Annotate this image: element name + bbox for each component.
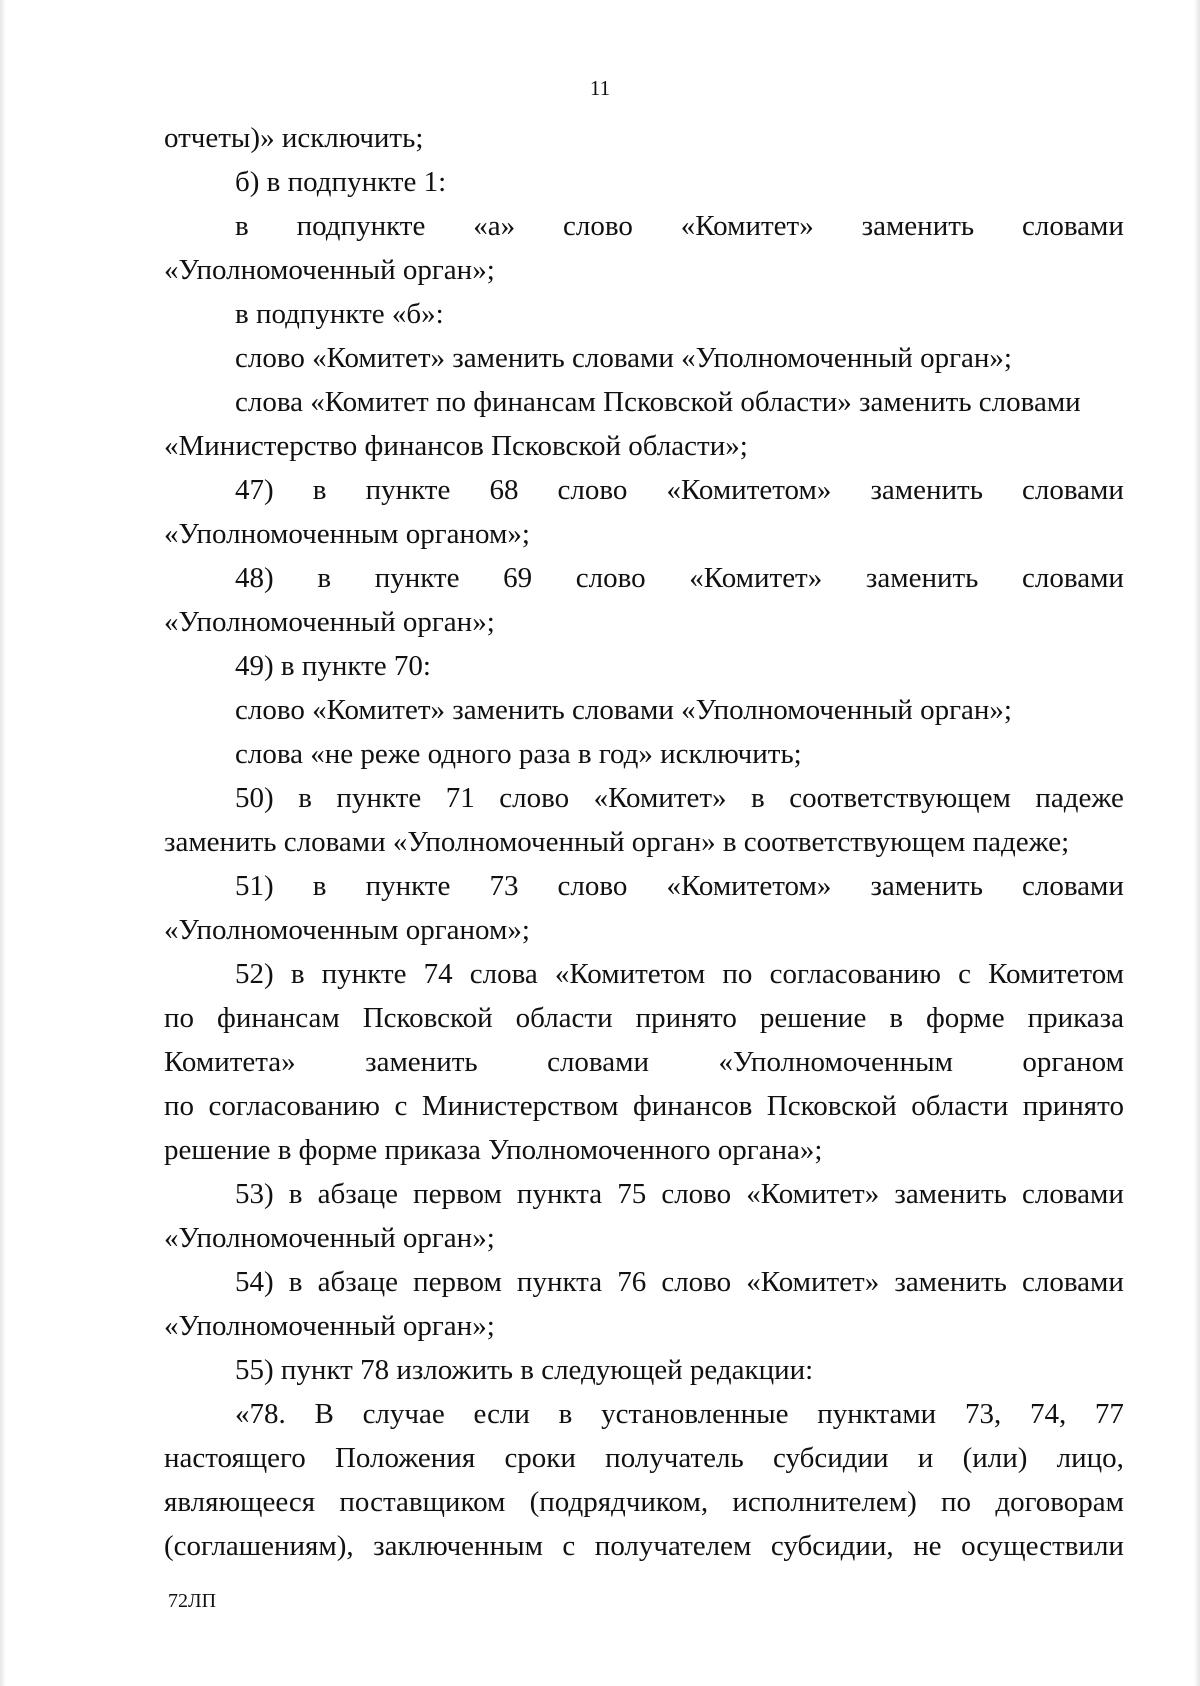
word: заменить — [865, 562, 979, 594]
word: с — [562, 1530, 576, 1562]
text-line: «Уполномоченный орган»; — [164, 606, 495, 638]
text-line — [164, 996, 1124, 1040]
word: «Комитет» — [689, 562, 823, 594]
word: Министерством — [421, 1090, 619, 1122]
word: принято — [635, 1002, 737, 1034]
word: сроки — [504, 1442, 576, 1474]
word: словами — [1021, 1178, 1124, 1210]
word: 51) — [235, 870, 274, 902]
word: установленные — [601, 1398, 789, 1430]
word: если — [473, 1398, 530, 1430]
word: получателем — [594, 1530, 752, 1562]
text-line: слова «не реже одного раза в год» исключить; — [235, 738, 802, 770]
word: в — [312, 474, 327, 506]
word: форме — [926, 1002, 1005, 1034]
text-line — [164, 1480, 1124, 1524]
word: 69 — [503, 562, 533, 594]
text-line — [164, 1392, 1124, 1436]
word: заменить — [894, 1178, 1007, 1210]
footer-document-code: 72ЛП — [168, 1590, 217, 1612]
word: 53) — [235, 1178, 274, 1210]
word: в — [751, 782, 765, 814]
word: пункте — [321, 958, 407, 990]
text-line: решение в форме приказа Уполномоченного органа»; — [164, 1134, 823, 1166]
word: согласованию — [769, 958, 941, 990]
word: заключенным — [373, 1530, 543, 1562]
word: случае — [362, 1398, 445, 1430]
word: субсидии, — [770, 1530, 894, 1562]
word: 54) — [235, 1266, 274, 1298]
word: Положения — [334, 1442, 476, 1474]
word: слова — [469, 958, 538, 990]
word: области — [911, 1090, 1009, 1122]
word: финансов — [632, 1090, 753, 1122]
word: 73 — [489, 870, 519, 902]
word: получатель — [605, 1442, 744, 1474]
text-line: слова «Комитет по финансам Псковской области» заменить словами — [235, 386, 1081, 418]
scan-edge-left — [0, 0, 6, 1686]
word: приказа — [1027, 1002, 1124, 1034]
word: «а» — [473, 210, 516, 242]
page-number: 11 — [589, 76, 611, 100]
word: пункта — [516, 1178, 603, 1210]
word: пункте — [365, 474, 451, 506]
word: в — [290, 958, 305, 990]
word: в — [288, 1178, 303, 1210]
word: слово — [563, 210, 633, 242]
word: настоящего — [164, 1442, 306, 1474]
word: «78. — [235, 1398, 286, 1430]
word: пунктами — [817, 1398, 937, 1430]
word: заменить — [870, 474, 983, 506]
word: заменить — [894, 1266, 1007, 1298]
word: Псковской — [766, 1090, 897, 1122]
word: по — [164, 1090, 195, 1122]
text-line — [164, 1172, 1124, 1216]
word: падеже — [1035, 782, 1124, 814]
word: 73, — [964, 1398, 1002, 1430]
text-line: слово «Комитет» заменить словами «Уполномоченный орган»; — [235, 342, 1012, 374]
word: «Комитет» — [746, 1178, 880, 1210]
word: «Комитетом — [554, 958, 706, 990]
word: с — [958, 958, 971, 990]
word: в — [312, 870, 327, 902]
word: «Комитет» — [680, 210, 814, 242]
text-line: «Уполномоченный орган»; — [164, 254, 495, 286]
text-line — [164, 952, 1124, 996]
word: словами — [1022, 562, 1124, 594]
word: 52) — [235, 958, 274, 990]
word: первом — [413, 1266, 502, 1298]
word: 50) — [235, 782, 274, 814]
word: «Комитетом» — [666, 474, 832, 506]
word: соответствующем — [789, 782, 1011, 814]
word: словами — [1022, 210, 1124, 242]
word: Комитета» — [164, 1046, 296, 1078]
word: слово — [499, 782, 570, 814]
word: органом — [1022, 1046, 1124, 1078]
text-line — [164, 204, 1124, 248]
word: в — [298, 782, 312, 814]
word: финансам — [217, 1002, 340, 1034]
word: субсидии — [772, 1442, 889, 1474]
word: 71 — [445, 782, 475, 814]
text-line — [164, 1040, 1124, 1084]
word: «Уполномоченным — [718, 1046, 953, 1078]
word: и — [917, 1442, 934, 1474]
word: словами — [1021, 1266, 1124, 1298]
word: 75 — [617, 1178, 647, 1210]
word: области — [515, 1002, 613, 1034]
text-line — [164, 468, 1124, 512]
word: слово — [661, 1178, 732, 1210]
text-line: отчеты)» исключить; — [164, 122, 424, 154]
word: в — [288, 1266, 303, 1298]
word: в — [317, 562, 332, 594]
word: 76 — [617, 1266, 647, 1298]
word: слово — [557, 870, 628, 902]
word: абзаце — [317, 1178, 398, 1210]
scan-edge-right — [1194, 0, 1200, 1686]
word: по — [941, 1486, 972, 1518]
word: по — [722, 958, 753, 990]
word: абзаце — [317, 1266, 398, 1298]
word: в — [889, 1002, 904, 1034]
text-line — [164, 1436, 1124, 1480]
word: слово — [661, 1266, 732, 1298]
text-line: 49) в пункте 70: — [235, 650, 431, 682]
word: Псковской — [362, 1002, 493, 1034]
text-line — [164, 864, 1124, 908]
word: являющееся — [164, 1486, 316, 1518]
word: (подрядчиком, — [529, 1486, 709, 1518]
text-line — [164, 1524, 1124, 1568]
word: с — [394, 1090, 408, 1122]
word: пункте — [365, 870, 451, 902]
word: в — [235, 210, 249, 242]
text-line: б) в подпункте 1: — [235, 166, 447, 198]
word: осуществили — [961, 1530, 1124, 1562]
word: 77 — [1094, 1398, 1124, 1430]
text-line: «Уполномоченный орган»; — [164, 1222, 495, 1254]
text-line — [164, 1260, 1124, 1304]
word: подпункте — [296, 210, 426, 242]
word: исполнителем) — [732, 1486, 917, 1518]
word: 74 — [423, 958, 453, 990]
word: в — [558, 1398, 573, 1430]
word: слово — [575, 562, 646, 594]
word: словами — [547, 1046, 649, 1078]
word: решение — [759, 1002, 867, 1034]
word: словами — [1022, 474, 1124, 506]
word: первом — [413, 1178, 502, 1210]
word: заменить — [861, 210, 975, 242]
word: пункте — [336, 782, 422, 814]
word: по — [164, 1002, 195, 1034]
word: договорам — [995, 1486, 1124, 1518]
text-line: 55) пункт 78 изложить в следующей редакции: — [235, 1354, 814, 1386]
word: «Комитет» — [593, 782, 727, 814]
text-line: «Министерство финансов Псковской области»; — [164, 430, 748, 462]
text-line — [164, 1084, 1124, 1128]
text-line: заменить словами «Уполномоченный орган» в соответствующем падеже; — [164, 826, 1070, 858]
text-line: в подпункте «б»: — [235, 298, 444, 330]
word: согласованию — [208, 1090, 380, 1122]
text-line: слово «Комитет» заменить словами «Уполномоченный орган»; — [235, 694, 1012, 726]
word: заменить — [365, 1046, 478, 1078]
word: поставщиком — [339, 1486, 506, 1518]
text-line: «Уполномоченным органом»; — [164, 518, 530, 550]
word: «Комитетом» — [666, 870, 832, 902]
text-line: «Уполномоченный орган»; — [164, 1310, 495, 1342]
text-line: «Уполномоченным органом»; — [164, 914, 530, 946]
text-line — [164, 776, 1124, 820]
word: Комитетом — [988, 958, 1124, 990]
word: принято — [1022, 1090, 1124, 1122]
word: 68 — [489, 474, 519, 506]
word: не — [913, 1530, 942, 1562]
word: «Комитет» — [746, 1266, 880, 1298]
word: словами — [1022, 870, 1124, 902]
document-body — [164, 116, 1124, 1568]
word: 47) — [235, 474, 274, 506]
word: пункте — [374, 562, 460, 594]
word: (или) — [962, 1442, 1028, 1474]
word: заменить — [870, 870, 983, 902]
word: В — [314, 1398, 334, 1430]
word: (соглашениям), — [164, 1530, 354, 1562]
word: 74, — [1029, 1398, 1067, 1430]
word: пункта — [516, 1266, 603, 1298]
word: лицо, — [1056, 1442, 1124, 1474]
word: слово — [557, 474, 628, 506]
text-line — [164, 556, 1124, 600]
word: 48) — [235, 562, 274, 594]
